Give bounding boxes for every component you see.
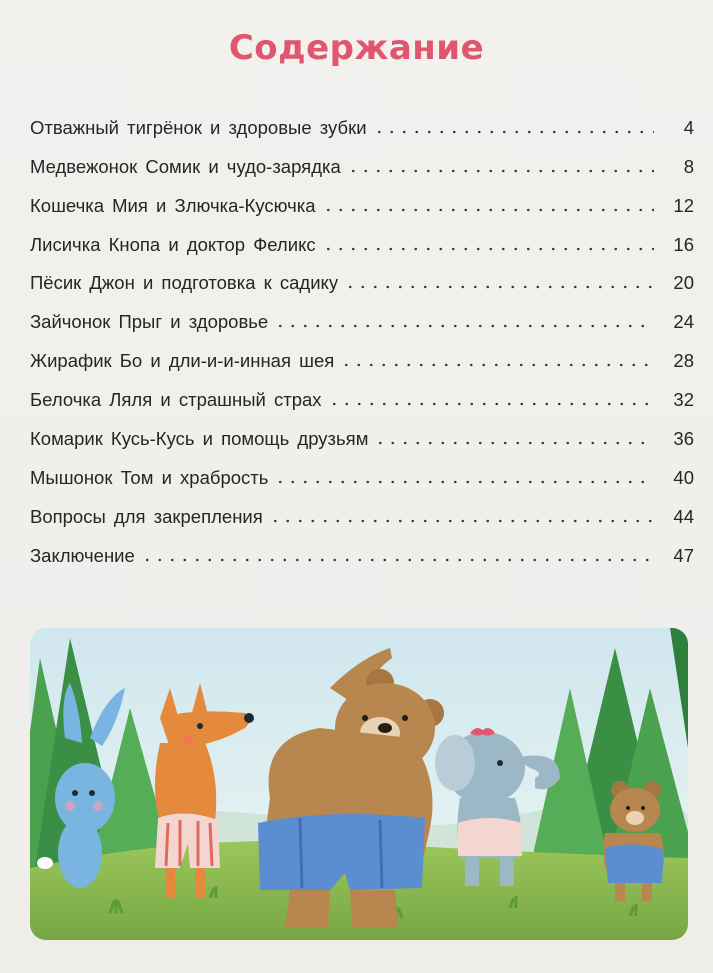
dot-leader — [141, 557, 654, 563]
toc-entry-page: 40 — [673, 466, 694, 488]
illustration-scene — [30, 628, 688, 940]
toc-entry-title: Лисичка Кнопа и доктор Феликс — [30, 233, 316, 255]
toc-entry[interactable] — [30, 104, 694, 143]
dot-leader — [340, 362, 654, 368]
toc-entry-title: Комарик Кусь-Кусь и помощь друзьям — [30, 428, 369, 450]
toc-entry[interactable] — [30, 337, 694, 376]
toc-entry-title: Жирафик Бо и дли-и-и-инная шея — [30, 350, 335, 372]
dot-leader — [374, 440, 654, 446]
toc-entry[interactable] — [30, 454, 694, 493]
toc-entry[interactable] — [30, 260, 694, 299]
toc-entry[interactable] — [30, 493, 694, 532]
toc-entry-page: 44 — [673, 505, 694, 527]
dot-leader — [373, 129, 654, 135]
toc-entry-page: 36 — [673, 428, 694, 450]
toc-entry-title: Кошечка Мия и Злючка-Кусючка — [30, 194, 316, 216]
toc-entry-page: 4 — [683, 116, 694, 138]
toc-entry-title: Мышонок Том и храбрость — [30, 466, 269, 488]
toc-entry-page: 24 — [673, 311, 694, 333]
page-title: Содержание — [228, 28, 485, 68]
toc-entry-title: Зайчонок Прыг и здоровье — [30, 311, 269, 333]
dot-leader — [274, 323, 654, 329]
toc-entry[interactable] — [30, 532, 694, 571]
toc-entry[interactable] — [30, 221, 694, 260]
toc-entry[interactable] — [30, 298, 694, 337]
toc-entry[interactable] — [30, 415, 694, 454]
dot-leader — [274, 479, 654, 485]
exercise-illustration — [30, 628, 688, 940]
table-of-contents — [30, 104, 694, 571]
dot-leader — [269, 518, 654, 524]
toc-entry-page: 16 — [673, 233, 694, 255]
toc-entry-title: Белочка Ляля и страшный страх — [30, 389, 322, 411]
toc-entry[interactable] — [30, 143, 694, 182]
toc-entry-title: Заключение — [30, 544, 135, 566]
toc-entry-page: 32 — [673, 389, 694, 411]
toc-entry[interactable] — [30, 182, 694, 221]
toc-entry-title: Пёсик Джон и подготовка к садику — [30, 272, 339, 294]
dot-leader — [344, 284, 654, 290]
toc-entry-page: 47 — [673, 544, 694, 566]
dot-leader — [322, 246, 654, 252]
dot-leader — [347, 168, 654, 174]
toc-entry-page: 20 — [673, 272, 694, 294]
toc-entry-page: 12 — [673, 194, 694, 216]
dot-leader — [328, 401, 654, 407]
toc-entry-title: Медвежонок Сомик и чудо-зарядка — [30, 155, 341, 177]
toc-entry-title: Отважный тигрёнок и здоровые зубки — [30, 116, 367, 138]
toc-entry-page: 28 — [673, 350, 694, 372]
toc-entry[interactable] — [30, 376, 694, 415]
toc-entry-title: Вопросы для закрепления — [30, 505, 263, 527]
dot-leader — [322, 207, 654, 213]
toc-entry-page: 8 — [683, 155, 694, 177]
